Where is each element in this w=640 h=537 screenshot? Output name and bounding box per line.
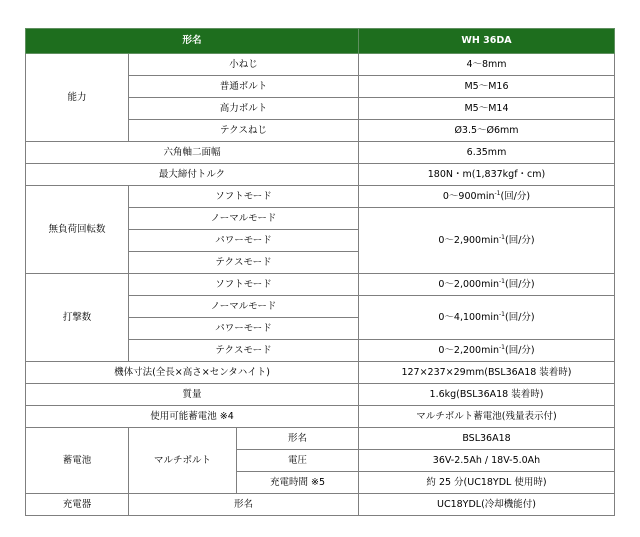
no-load-speed-soft-value: $0\sim 900\min^{-1}$(回/分) bbox=[359, 186, 615, 208]
weight-label: 質量 bbox=[26, 384, 359, 406]
header-model-label: 形名 bbox=[26, 29, 359, 54]
battery-spec-name: 充電時間 ※5 bbox=[237, 472, 359, 494]
charger-label: 充電器 bbox=[26, 494, 129, 516]
mode-name: パワーモード bbox=[129, 318, 359, 340]
dimensions-value: 127×237×29mm(BSL36A18 装着時) bbox=[359, 362, 615, 384]
mode-name: テクスモード bbox=[129, 252, 359, 274]
dimensions-label: 機体寸法(全長×高さ×センタハイト) bbox=[26, 362, 359, 384]
weight-row bbox=[26, 384, 615, 406]
mode-name: ソフトモード bbox=[129, 274, 359, 296]
charger-row bbox=[26, 494, 615, 516]
mode-name: テクスモード bbox=[129, 340, 359, 362]
battery-spec-name: 形名 bbox=[237, 428, 359, 450]
no-load-speed-label: 無負荷回転数 bbox=[26, 186, 129, 274]
weight-value: 1.6kg(BSL36A18 装着時) bbox=[359, 384, 615, 406]
battery-spec-value: BSL36A18 bbox=[359, 428, 615, 450]
impact-rate-label: 打撃数 bbox=[26, 274, 129, 362]
mode-name: パワーモード bbox=[129, 230, 359, 252]
mode-name: ノーマルモード bbox=[129, 208, 359, 230]
battery-row bbox=[26, 428, 615, 450]
spec-table bbox=[25, 28, 615, 516]
dimensions-row bbox=[26, 362, 615, 384]
hex-shank-value: 6.35mm bbox=[359, 142, 615, 164]
hex-shank-label: 六角軸二面幅 bbox=[26, 142, 359, 164]
max-torque-row bbox=[26, 164, 615, 186]
mode-name: ソフトモード bbox=[129, 186, 359, 208]
max-torque-value: 180N・m(1,837kgf・cm) bbox=[359, 164, 615, 186]
header-model-value: WH 36DA bbox=[359, 29, 615, 54]
capacity-value: M5～M14 bbox=[359, 98, 615, 120]
no-load-speed-other-value: $0\sim 2,900\min^{-1}$(回/分) bbox=[359, 208, 615, 274]
capacity-row bbox=[26, 54, 615, 76]
capacity-name: 普通ボルト bbox=[129, 76, 359, 98]
battery-type: マルチボルト bbox=[129, 428, 237, 494]
max-torque-label: 最大締付トルク bbox=[26, 164, 359, 186]
impact-rate-row bbox=[26, 274, 615, 296]
usable-battery-value: マルチボルト蓄電池(残量表示付) bbox=[359, 406, 615, 428]
charger-model-label: 形名 bbox=[129, 494, 359, 516]
mode-name: ノーマルモード bbox=[129, 296, 359, 318]
capacity-name: テクスねじ bbox=[129, 120, 359, 142]
no-load-speed-row bbox=[26, 186, 615, 208]
battery-spec-name: 電圧 bbox=[237, 450, 359, 472]
impact-rate-soft-value: $0\sim 2,000\min^{-1}$(回/分) bbox=[359, 274, 615, 296]
capacity-value: 4～8mm bbox=[359, 54, 615, 76]
header-row bbox=[26, 29, 615, 54]
capacity-name: 高力ボルト bbox=[129, 98, 359, 120]
usable-battery-label: 使用可能蓄電池 ※4 bbox=[26, 406, 359, 428]
usable-battery-row bbox=[26, 406, 615, 428]
capacity-value: M5～M16 bbox=[359, 76, 615, 98]
charger-model-value: UC18YDL(冷却機能付) bbox=[359, 494, 615, 516]
battery-spec-value: 約 25 分(UC18YDL 使用時) bbox=[359, 472, 615, 494]
battery-label: 蓄電池 bbox=[26, 428, 129, 494]
hex-shank-row bbox=[26, 142, 615, 164]
impact-rate-tex-value: $0\sim 2,200\min^{-1}$(回/分) bbox=[359, 340, 615, 362]
battery-spec-value: 36V-2.5Ah / 18V-5.0Ah bbox=[359, 450, 615, 472]
capacity-label: 能力 bbox=[26, 54, 129, 142]
impact-rate-normal-value: $0\sim 4,100\min^{-1}$(回/分) bbox=[359, 296, 615, 340]
capacity-name: 小ねじ bbox=[129, 54, 359, 76]
capacity-value: Ø3.5～Ø6mm bbox=[359, 120, 615, 142]
